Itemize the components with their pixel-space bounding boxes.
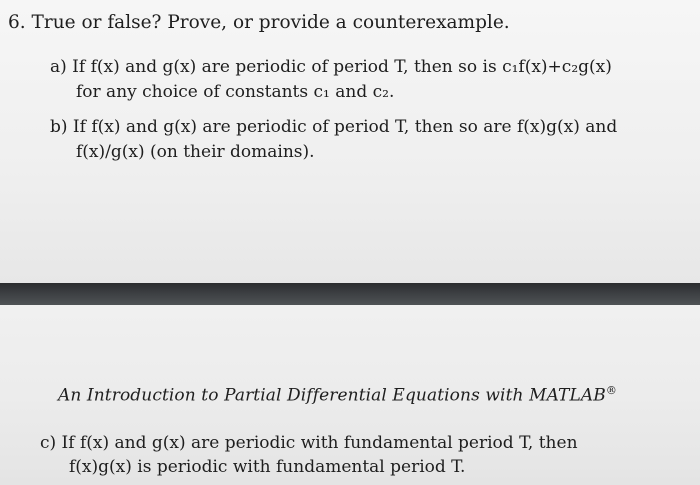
part-a-line-1: a) If f(x) and g(x) are periodic of period T, then so is c₁f(x)+c₂g(x)	[50, 57, 612, 77]
part-b-line-1: b) If f(x) and g(x) are periodic of period T, then so are f(x)g(x) and	[50, 117, 618, 137]
part-c-line-2: f(x)g(x) is periodic with fundamental period T.	[69, 457, 466, 477]
part-a-line-2: for any choice of constants c₁ and c₂.	[76, 82, 395, 102]
problem-heading: 6. True or false? Prove, or provide a counterexample.	[8, 12, 510, 33]
registered-mark: ®	[605, 384, 617, 397]
page-divider-bar	[0, 283, 700, 305]
part-c-line-1: c) If f(x) and g(x) are periodic with fundamental period T, then	[40, 433, 578, 453]
book-title	[58, 380, 617, 407]
part-b-line-2: f(x)/g(x) (on their domains).	[76, 142, 315, 162]
book-title-text: An Introduction to Partial Differential Equations with MATLAB	[58, 385, 606, 406]
